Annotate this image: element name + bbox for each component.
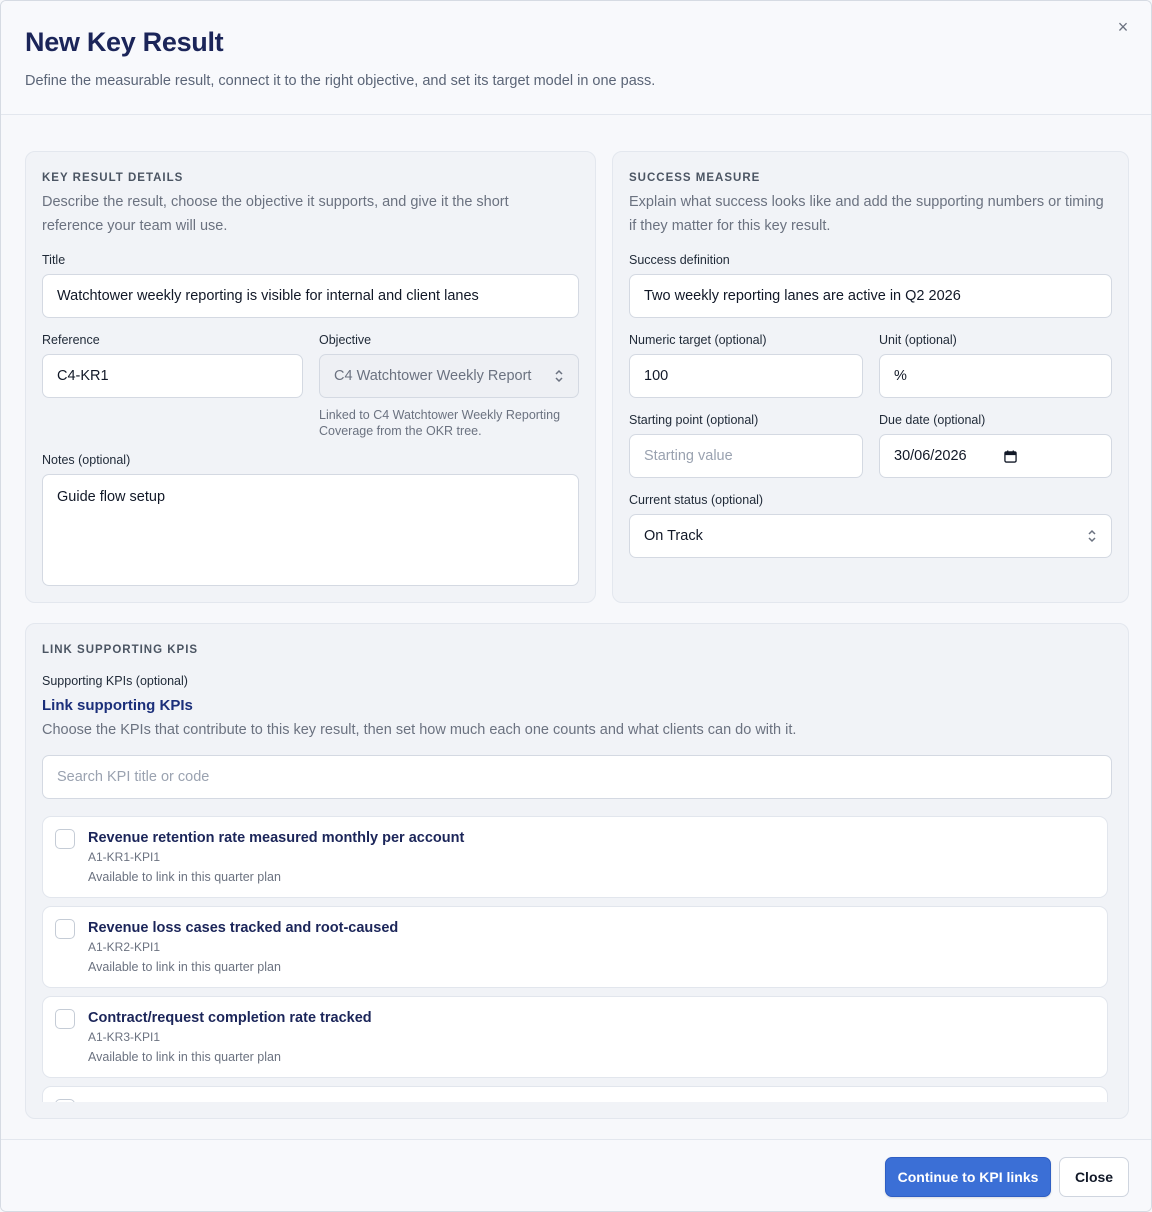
reference-label: Reference	[42, 333, 100, 347]
kpi-list-item-partial[interactable]	[42, 1086, 1108, 1102]
dialog-title: New Key Result	[25, 27, 224, 57]
current-status-label: Current status (optional)	[629, 493, 764, 507]
section-title: KEY RESULT DETAILS	[42, 172, 184, 184]
kpi-code: A1-KR2-KPI1	[88, 940, 161, 954]
title-input[interactable]: Watchtower weekly reporting is visible for internal and client lanes	[42, 274, 579, 318]
starting-point-input[interactable]: Starting value	[629, 434, 863, 478]
calendar-icon[interactable]	[1004, 450, 1017, 463]
kpi-list-item[interactable]	[42, 816, 1108, 898]
starting-point-label: Starting point (optional)	[629, 413, 759, 427]
select-arrows-icon	[554, 369, 564, 383]
kpi-description: Choose the KPIs that contribute to this key result, then set how much each one counts and what clients can do with it.	[42, 722, 797, 738]
unit-label: Unit (optional)	[879, 333, 957, 347]
kpi-code: A1-KR3-KPI1	[88, 1030, 161, 1044]
section-title: SUCCESS MEASURE	[629, 172, 761, 184]
kpi-list-item[interactable]	[42, 906, 1108, 988]
kpi-title: Revenue retention rate measured monthly per account	[88, 830, 465, 846]
link-kpis-heading: Link supporting KPIs	[42, 697, 193, 714]
close-icon[interactable]: ×	[1117, 17, 1129, 37]
success-measure-panel	[612, 151, 1129, 603]
kpi-availability: Available to link in this quarter plan	[88, 870, 281, 884]
unit-input[interactable]: %	[879, 354, 1112, 398]
section-title: LINK SUPPORTING KPIS	[42, 644, 199, 656]
numeric-target-input[interactable]: 100	[629, 354, 863, 398]
link-supporting-kpis-panel	[25, 623, 1129, 1119]
continue-to-kpi-links-button[interactable]: Continue to KPI links	[885, 1157, 1051, 1197]
section-description: Explain what success looks like and add the supporting numbers or timing if they matter for this key result.	[629, 194, 1104, 234]
kpi-code: A1-KR1-KPI1	[88, 850, 161, 864]
kpi-checkbox[interactable]	[55, 829, 75, 849]
kpi-checkbox[interactable]	[55, 1099, 75, 1102]
key-result-details-panel	[25, 151, 596, 603]
kpi-title: Contract/request completion rate tracked	[88, 1010, 372, 1026]
reference-input[interactable]: C4-KR1	[42, 354, 303, 398]
numeric-target-label: Numeric target (optional)	[629, 333, 767, 347]
objective-select-value: C4 Watchtower Weekly Report	[334, 368, 532, 384]
objective-hint: Linked to C4 Watchtower Weekly Reporting Coverage from the OKR tree.	[319, 408, 561, 438]
select-arrows-icon	[1087, 529, 1097, 543]
notes-textarea[interactable]: Guide flow setup	[42, 474, 579, 586]
current-status-select[interactable]	[629, 514, 1112, 558]
kpi-availability: Available to link in this quarter plan	[88, 960, 281, 974]
section-description: Describe the result, choose the objective it supports, and give it the short reference your team will use.	[42, 194, 509, 234]
close-button[interactable]: Close	[1059, 1157, 1129, 1197]
due-date-label: Due date (optional)	[879, 413, 986, 427]
kpi-availability: Available to link in this quarter plan	[88, 1050, 281, 1064]
objective-label: Objective	[319, 333, 372, 347]
supporting-kpis-label: Supporting KPIs (optional)	[42, 674, 188, 688]
due-date-input[interactable]	[879, 434, 1112, 478]
title-label: Title	[42, 253, 66, 267]
objective-select[interactable]	[319, 354, 579, 398]
kpi-list-item[interactable]	[42, 996, 1108, 1078]
success-definition-label: Success definition	[629, 253, 730, 267]
success-definition-input[interactable]: Two weekly reporting lanes are active in Q2 2026	[629, 274, 1112, 318]
kpi-search-input[interactable]: Search KPI title or code	[42, 755, 1112, 799]
dialog-subtitle: Define the measurable result, connect it to the right objective, and set its target model in one pass.	[25, 73, 656, 89]
kpi-list	[42, 814, 1108, 1102]
dialog-header	[1, 1, 1151, 115]
notes-label: Notes (optional)	[42, 453, 131, 467]
dialog-footer	[1, 1139, 1151, 1212]
kpi-title: Revenue loss cases tracked and root-caused	[88, 920, 399, 936]
kpi-checkbox[interactable]	[55, 919, 75, 939]
due-date-value: 30/06/2026	[894, 448, 967, 464]
current-status-value: On Track	[644, 528, 703, 544]
kpi-checkbox[interactable]	[55, 1009, 75, 1029]
